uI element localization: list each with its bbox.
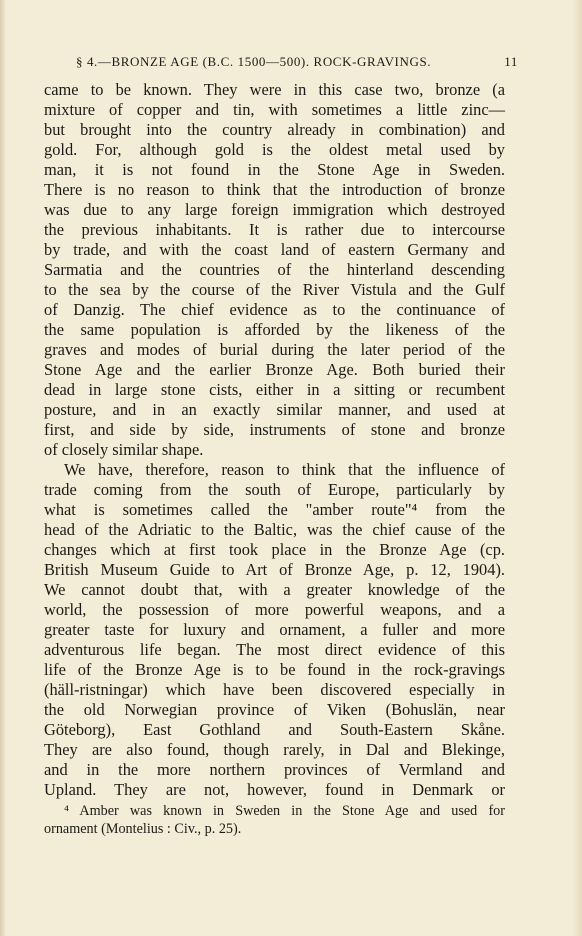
paragraph-start-line: We have, therefore, reason to think that the influence of (64, 460, 505, 479)
body-line: (häll-ristningar) which have been discovered especially in (44, 680, 505, 699)
body-line: Stone Age and the earlier Bronze Age. Both buried their (44, 360, 505, 379)
body-line: the old Norwegian province of Viken (Bohuslän, near (44, 700, 505, 719)
body-line: trade coming from the south of Europe, particularly by (44, 480, 505, 499)
body-line: man, it is not found in the Stone Age in Sweden. (44, 160, 505, 179)
body-line: what is sometimes called the "amber route"⁴ from the (44, 500, 505, 519)
body-line: head of the Adriatic to the Baltic, was the chief cause of the (44, 520, 505, 539)
body-line: gold. For, although gold is the oldest metal used by (44, 140, 505, 159)
footnotes (44, 802, 505, 838)
body-line: by trade, and with the coast land of eastern Germany and (44, 240, 505, 259)
body-line: changes which at first took place in the Bronze Age (cp. (44, 540, 505, 559)
body-line: first, and side by side, instruments of stone and bronze (44, 420, 505, 439)
body-line: adventurous life began. The most direct evidence of this (44, 640, 505, 659)
footnote-line: ornament (Montelius : Civ., p. 25). (44, 821, 242, 837)
body-line: dead in large stone cists, either in a sitting or recumbent (44, 380, 505, 399)
page-number: 11 (504, 54, 518, 69)
body-line: graves and modes of burial during the later period of the (44, 340, 505, 359)
body-line: the previous inhabitants. It is rather due to intercourse (44, 220, 505, 239)
body-line: mixture of copper and tin, with sometimes a little zinc— (44, 100, 505, 119)
body-line: Göteborg), East Gothland and South-Eastern Skåne. (44, 720, 505, 739)
body-line: of Danzig. The chief evidence as to the continuance of (44, 300, 505, 319)
body-line: Sarmatia and the countries of the hinterland descending (44, 260, 505, 279)
body-line: world, the possession of more powerful weapons, and a (44, 600, 505, 619)
body-line: posture, and in an exactly similar manner, and used at (44, 400, 505, 419)
page-binding-edge (0, 0, 6, 936)
body-line: to the sea by the course of the River Vistula and the Gulf (44, 280, 505, 299)
page-outer-edge (572, 0, 582, 936)
running-head-title: § 4.—BRONZE AGE (B.C. 1500—500). ROCK-GRAVINGS. (76, 54, 432, 69)
footnote-line: ⁴ Amber was known in Sweden in the Stone Age and used for (64, 803, 505, 819)
body-line: the same population is afforded by the likeness of the (44, 320, 505, 339)
body-line: greater taste for luxury and ornament, a fuller and more (44, 620, 505, 639)
body-line: life of the Bronze Age is to be found in the rock-gravings (44, 660, 505, 679)
body-line: and in the more northern provinces of Vermland and (44, 760, 505, 779)
body-line: There is no reason to think that the introduction of bronze (44, 180, 505, 199)
running-head (76, 54, 518, 70)
body-text (44, 80, 505, 800)
body-line: but brought into the country already in combination) and (44, 120, 505, 139)
body-line: was due to any large foreign immigration which destroyed (44, 200, 505, 219)
body-line: They are also found, though rarely, in Dal and Blekinge, (44, 740, 505, 759)
paragraph-end-line: of closely similar shape. (44, 440, 204, 459)
body-line: British Museum Guide to Art of Bronze Age, p. 12, 1904). (44, 560, 505, 579)
body-line: We cannot doubt that, with a greater knowledge of the (44, 580, 505, 599)
body-line: came to be known. They were in this case two, bronze (a (44, 80, 505, 99)
body-line: Upland. They are not, however, found in Denmark or (44, 780, 505, 799)
